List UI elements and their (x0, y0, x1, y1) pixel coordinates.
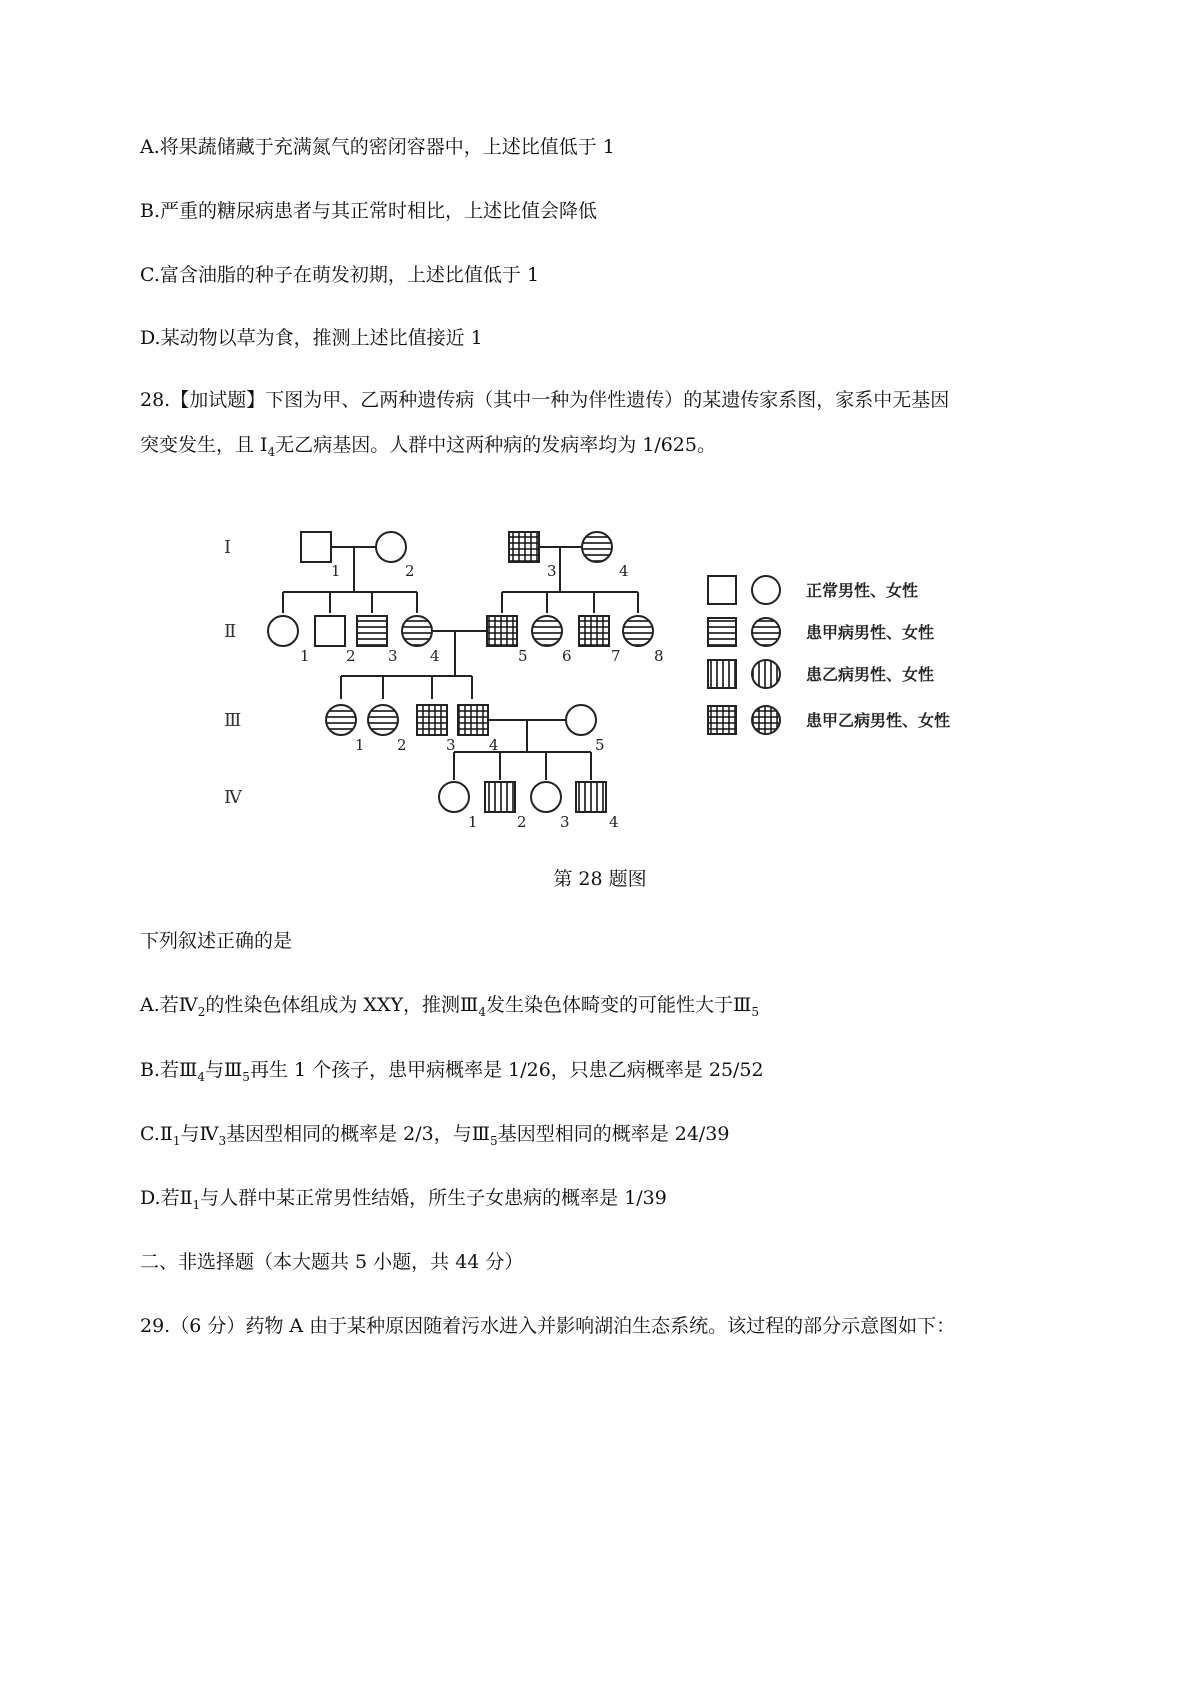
individual-II7 (579, 616, 609, 646)
legend-disease-b-female (752, 660, 780, 688)
svg-text:2: 2 (346, 647, 356, 665)
svg-text:患乙病男性、女性: 患乙病男性、女性 (806, 665, 935, 684)
individual-IV3 (531, 782, 561, 812)
individual-I3 (509, 532, 539, 562)
individual-II2 (315, 616, 345, 646)
q28-option-b: B.若$Ⅲ_4$与$Ⅲ_5$再生 1 个孩子，患甲病概率是 1/26，只患乙病概率是 25/52 (140, 1059, 764, 1084)
section-2-heading: 二、非选择题（本大题共 5 小题，共 44 分） (140, 1251, 524, 1273)
svg-text:Ⅱ: Ⅱ (224, 621, 237, 642)
svg-text:4: 4 (609, 813, 619, 831)
svg-text:2: 2 (397, 736, 407, 754)
svg-text:2: 2 (517, 813, 527, 831)
svg-text:1: 1 (331, 562, 341, 580)
svg-text:2: 2 (405, 562, 415, 580)
svg-text:3: 3 (388, 647, 398, 665)
svg-text:4: 4 (619, 562, 629, 580)
pedigree-lines (283, 547, 638, 780)
legend-disease-a-male (708, 618, 736, 646)
q28-option-c: $C.Ⅱ_1$与$Ⅳ_3$基因型相同的概率是 2/3，与$Ⅲ_5$基因型相同的概率是 24/39 (140, 1123, 730, 1148)
individual-III1 (326, 705, 356, 735)
figure-caption: 第 28 题图 (553, 868, 647, 890)
svg-text:患甲病男性、女性: 患甲病男性、女性 (806, 623, 935, 642)
legend-symbols (708, 576, 780, 734)
svg-text:1: 1 (355, 736, 365, 754)
individual-III5 (566, 705, 596, 735)
svg-text:Ⅳ: Ⅳ (224, 787, 242, 808)
q28-option-a: A.若$Ⅳ_2$的性染色体组成为 XXY，推测$Ⅲ_4$发生染色体畸变的可能性大于$Ⅲ_5$ (140, 994, 759, 1019)
individual-II3 (357, 616, 387, 646)
individual-I1 (301, 532, 331, 562)
individual-II6 (532, 616, 562, 646)
legend-both-male (708, 706, 736, 734)
svg-text:5: 5 (518, 647, 528, 665)
option-b-prev: B.严重的糖尿病患者与其正常时相比，上述比值会降低 (140, 200, 598, 222)
svg-text:3: 3 (446, 736, 456, 754)
individual-II4 (402, 616, 432, 646)
option-c-prev: C.富含油脂的种子在萌发初期，上述比值低于 1 (140, 264, 540, 286)
legend-disease-b-male (708, 660, 736, 688)
svg-text:Ⅲ: Ⅲ (224, 710, 242, 731)
q28-prompt: 下列叙述正确的是 (140, 930, 293, 952)
option-d-prev: D.某动物以草为食，推测上述比值接近 1 (140, 327, 483, 349)
individual-III3 (417, 705, 447, 735)
svg-text:患甲乙病男性、女性: 患甲乙病男性、女性 (806, 711, 951, 730)
legend-labels (806, 581, 950, 730)
svg-text:正常男性、女性: 正常男性、女性 (806, 581, 919, 600)
generation-labels (224, 537, 243, 808)
q28-stem-line2: 突变发生，且 $Ⅰ_4$无乙病基因。人群中这两种病的发病率均为 1/625。 (140, 434, 716, 459)
svg-text:4: 4 (430, 647, 440, 665)
legend-normal-female (752, 576, 780, 604)
individual-II5 (487, 616, 517, 646)
svg-text:1: 1 (300, 647, 310, 665)
legend-disease-a-female (752, 618, 780, 646)
individual-I2 (376, 532, 406, 562)
option-a-prev: A.将果蔬储藏于充满氮气的密闭容器中，上述比值低于 1 (140, 136, 615, 158)
q28-option-d: D.若$Ⅱ_1$与人群中某正常男性结婚，所生子女患病的概率是 1/39 (140, 1187, 667, 1212)
svg-text:3: 3 (547, 562, 557, 580)
individual-II8 (623, 616, 653, 646)
q28-stem-line1: 28.【加试题】下图为甲、乙两种遗传病（其中一种为伴性遗传）的某遗传家系图，家系中无基因 (140, 389, 950, 411)
svg-text:4: 4 (489, 736, 499, 754)
individual-III2 (368, 705, 398, 735)
svg-text:3: 3 (560, 813, 570, 831)
individual-IV1 (439, 782, 469, 812)
q29-stem: 29.（6 分）药物 A 由于某种原因随着污水进入并影响湖泊生态系统。该过程的部分示意图如下： (140, 1315, 956, 1337)
svg-text:8: 8 (654, 647, 664, 665)
svg-text:7: 7 (611, 647, 621, 665)
svg-text:Ⅰ: Ⅰ (224, 537, 232, 558)
individual-III4 (458, 705, 488, 735)
svg-text:6: 6 (562, 647, 572, 665)
individual-IV2 (485, 782, 515, 812)
svg-text:5: 5 (595, 736, 605, 754)
legend-both-female (752, 706, 780, 734)
individual-I4 (582, 532, 612, 562)
individual-II1 (268, 616, 298, 646)
individual-numbers (300, 562, 664, 831)
svg-text:1: 1 (468, 813, 478, 831)
pedigree-individuals (268, 532, 653, 812)
individual-IV4 (576, 782, 606, 812)
legend-normal-male (708, 576, 736, 604)
